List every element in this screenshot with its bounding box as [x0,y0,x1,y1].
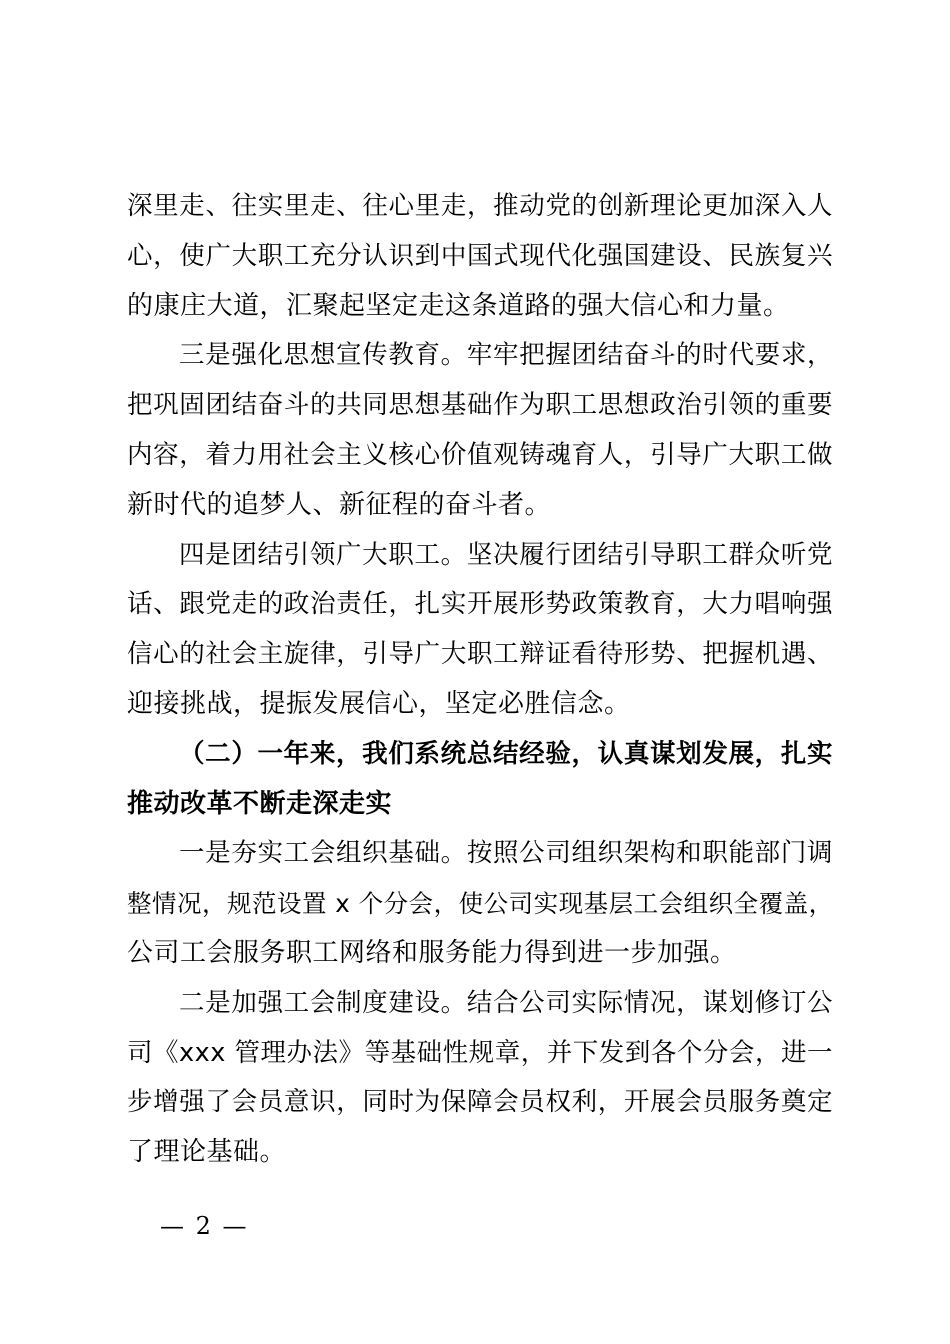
paragraph-line: 二是加强工会制度建设。结合公司实际情况，谋划修订公 [179,987,833,1018]
paragraph-line: 一是夯实工会组织基础。按照公司组织架构和职能部门调 [179,838,833,869]
paragraph-line: 心，使广大职工充分认识到中国式现代化强国建设、民族复兴 [127,240,833,271]
page-number: — 2 — [160,1212,249,1240]
paragraph-line: 公司工会服务职工网络和服务能力得到进一步加强。 [127,937,737,968]
paragraph-line: 信心的社会主旋律，引导广大职工辩证看待形势、把握机遇、 [127,639,833,670]
paragraph-line: 迎接挑战，提振发展信心，坚定必胜信念。 [127,688,631,719]
paragraph-line: 的康庄大道，汇聚起坚定走这条道路的强大信心和力量。 [127,290,790,321]
paragraph-line: 整情况，规范设置 x 个分会，使公司实现基层工会组织全覆盖， [127,889,834,919]
section-heading-line: （二）一年来，我们系统总结经验，认真谋划发展，扎实 [179,738,833,769]
section-heading-line: 推动改革不断走深走实 [127,788,393,819]
paragraph-line: 四是团结引领广大职工。坚决履行团结引导职工群众听党 [179,539,833,570]
body-text [127,182,833,1178]
paragraph-line: 深里走、往实里走、往心里走，推动党的创新理论更加深入人 [127,191,833,221]
paragraph-line: 把巩固团结奋斗的共同思想基础作为职工思想政治引领的重要 [127,390,833,421]
paragraph-line: 了理论基础。 [127,1137,287,1168]
paragraph-line: 内容，着力用社会主义核心价值观铸魂育人，引导广大职工做 [127,439,833,470]
paragraph-line: 新时代的追梦人、新征程的奋斗者。 [127,489,552,520]
paragraph-line: 司《xxx 管理办法》等基础性规章，并下发到各个分会，进一 [127,1037,833,1068]
paragraph-line: 三是强化思想宣传教育。牢牢把握团结奋斗的时代要求， [179,340,833,371]
paragraph-line: 话、跟党走的政治责任，扎实开展形势政策教育，大力唱响强 [127,589,833,620]
paragraph-line: 步增强了会员意识，同时为保障会员权利，开展会员服务奠定 [127,1087,833,1118]
